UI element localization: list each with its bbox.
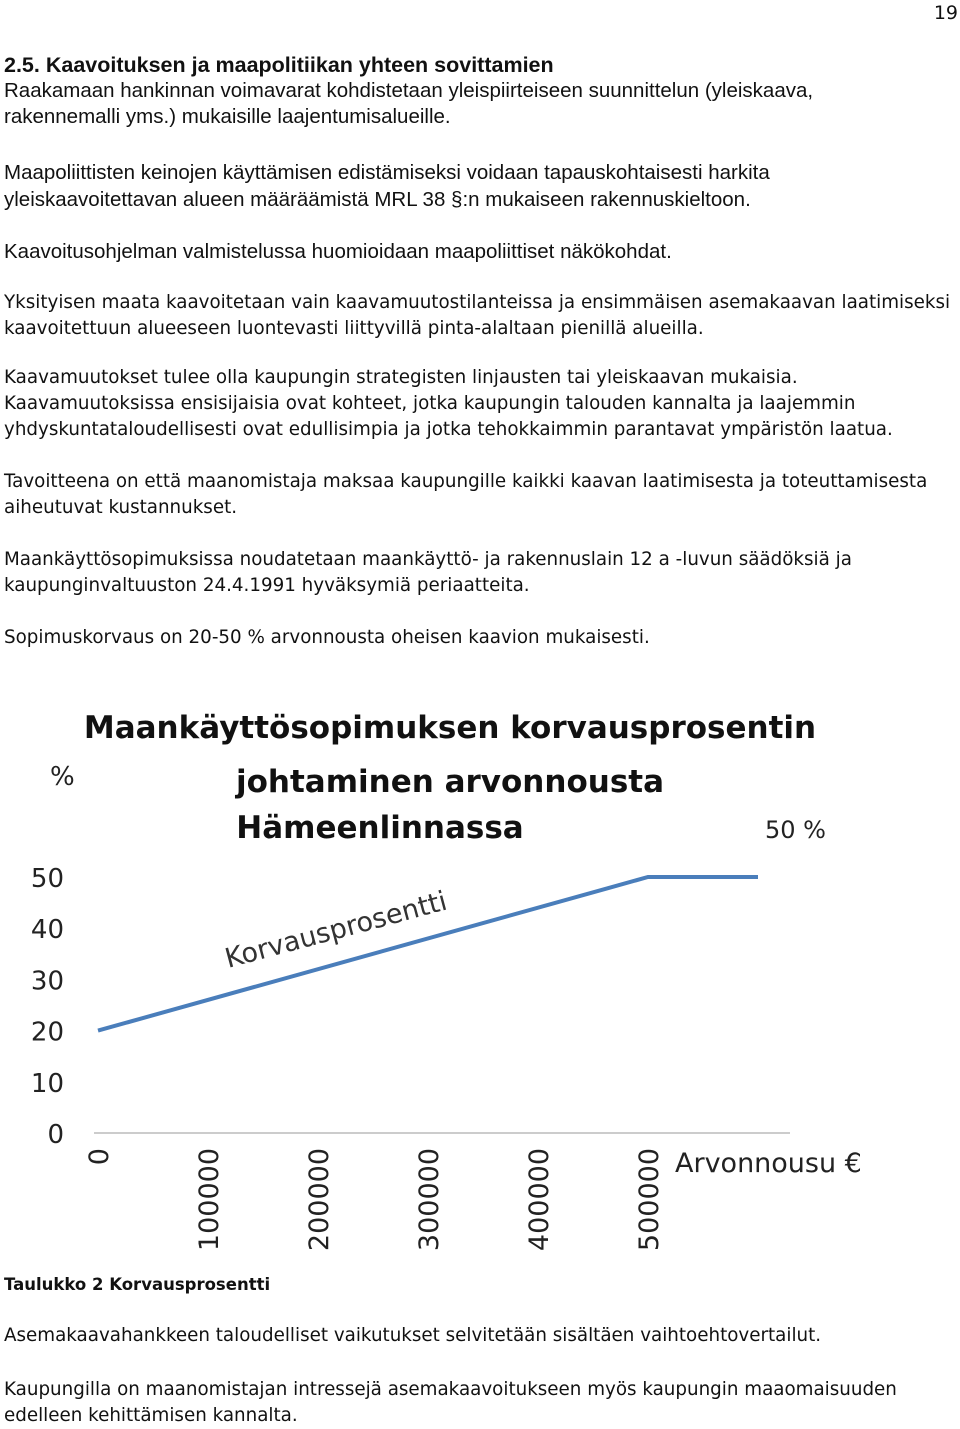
paragraph-after-2: Kaupungilla on maanomistajan intressejä asemakaavoitukseen myös kaupungin maaomaisuuden edelleen kehittämisen kannalta. <box>4 1379 897 1426</box>
x-tick-500000: 500000 <box>634 1148 665 1252</box>
series-label-korvausprosentti: Korvausprosentti <box>221 885 451 975</box>
paragraph-6: Tavoitteena on että maanomistaja maksaa kaupungille kaikki kaavan laatimisesta ja toteuttamisesta aiheutuvat kustannukset. <box>4 471 928 518</box>
korvausprosentti-chart <box>30 690 930 1270</box>
x-tick-100000: 100000 <box>194 1148 225 1252</box>
page-number: 19 <box>933 2 958 24</box>
document-body <box>4 52 954 651</box>
paragraph-7: Maankäyttösopimuksissa noudatetaan maankäyttö- ja rakennuslain 12 a -luvun säädöksiä ja kaupunginvaltuuston 24.4.1991 hyväksymiä periaatteita. <box>4 549 852 596</box>
y-axis-label: % <box>50 762 75 792</box>
paragraph-5: Kaavamuutokset tulee olla kaupungin strategisten linjausten tai yleiskaavan mukaisia. Kaavamuutoksissa ensisijaisia ovat kohteet, jotka kaupungin talouden kannalta ja laajemmin yhdyskuntataloudellisesti ovat edullisimpia ja jotka tehokkaimmin parantavat ympäristön laatua. <box>4 367 893 440</box>
x-tick-400000: 400000 <box>524 1148 555 1252</box>
y-tick-0: 0 <box>47 1120 64 1150</box>
y-tick-30: 30 <box>30 966 64 997</box>
y-tick-10: 10 <box>30 1068 64 1099</box>
paragraph-3: Kaavoitusohjelman valmistelussa huomioidaan maapoliittiset näkökohdat. <box>4 240 672 263</box>
chart-title-line-1: Maankäyttösopimuksen korvausprosentin <box>83 710 817 746</box>
chart-title <box>84 710 816 846</box>
x-axis-label: Arvonnousu € <box>675 1148 862 1179</box>
y-tick-labels <box>31 864 64 1150</box>
chart-annotation: 50 % <box>765 816 826 844</box>
chart-title-line-3: Hämeenlinnassa <box>236 810 524 846</box>
y-tick-20: 20 <box>30 1017 64 1048</box>
x-tick-labels <box>84 1148 665 1251</box>
y-tick-50: 50 <box>30 864 64 894</box>
x-tick-200000: 200000 <box>304 1148 335 1252</box>
y-tick-40: 40 <box>30 915 64 946</box>
x-tick-300000: 300000 <box>414 1148 445 1252</box>
paragraph-4: Yksityisen maata kaavoitetaan vain kaavamuutostilanteissa ja ensimmäisen asemakaavan laatimiseksi kaavoitettuun alueeseen luontevasti liittyvillä pinta-alaltaan pienillä alueilla. <box>4 292 951 339</box>
paragraph-1: Raakamaan hankinnan voimavarat kohdistetaan yleispiirteiseen suunnittelun (yleiskaava, rakennemalli yms.) mukaisille laajentumisalueille. <box>4 79 814 128</box>
section-heading: 2.5. Kaavoituksen ja maapolitiikan yhteen sovittamien <box>4 53 554 77</box>
figure-caption: Taulukko 2 Korvausprosentti <box>4 1275 271 1294</box>
paragraph-8: Sopimuskorvaus on 20-50 % arvonnousta oheisen kaavion mukaisesti. <box>4 627 650 648</box>
chart-svg <box>30 690 930 1270</box>
chart-title-line-2: johtaminen arvonnousta <box>235 764 665 800</box>
paragraph-after-1: Asemakaavahankkeen taloudelliset vaikutukset selvitetään sisältäen vaihtoehtovertailut. <box>4 1325 822 1346</box>
x-tick-0: 0 <box>84 1148 115 1166</box>
paragraph-2: Maapoliittisten keinojen käyttämisen edistämiseksi voidaan tapauskohtaisesti harkita yleiskaavoitettavan alueen määräämistä MRL 38 §:n mukaiseen rakennuskieltoon. <box>4 161 770 211</box>
